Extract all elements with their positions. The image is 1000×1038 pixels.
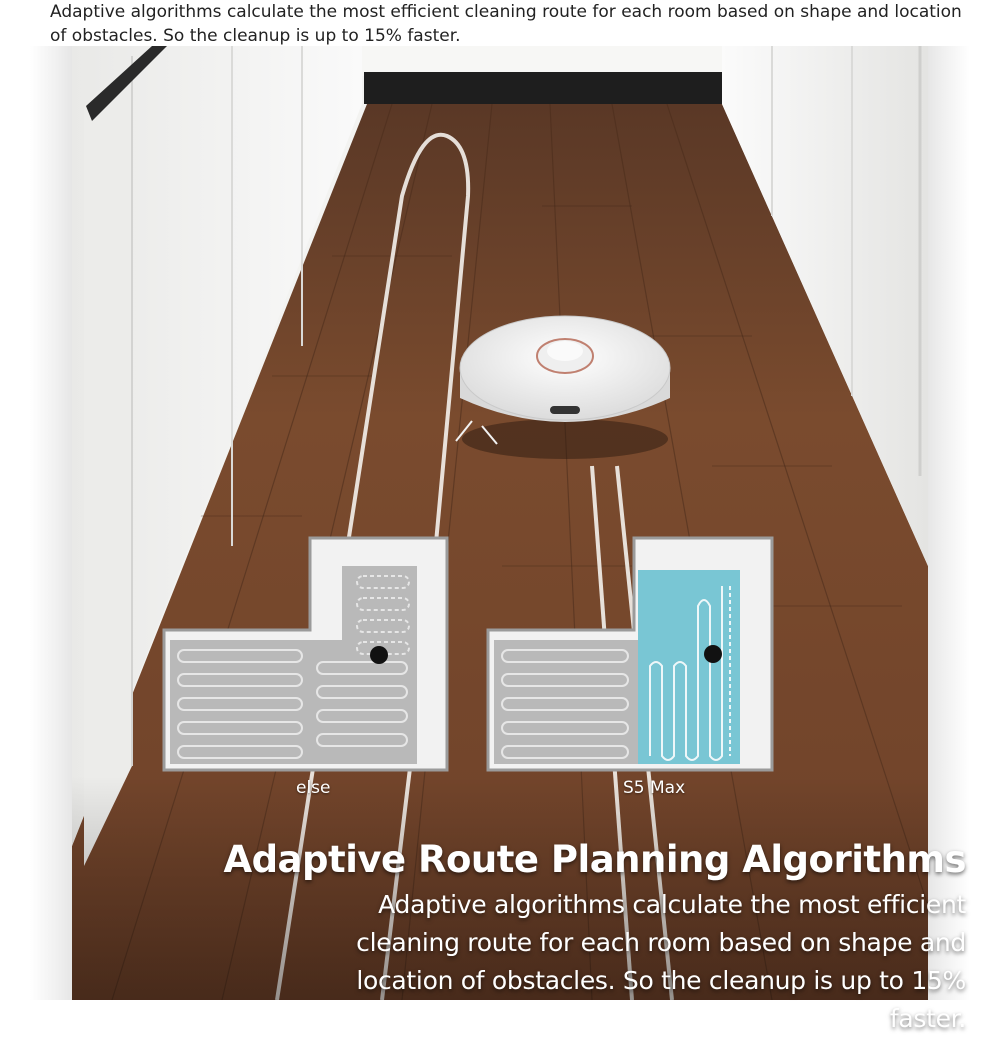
diagram-label-s5-max: S5 Max: [623, 778, 686, 798]
left-margin: [30, 46, 72, 1000]
diagram-label-else: else: [296, 778, 331, 798]
intro-paragraph: Adaptive algorithms calculate the most efficient cleaning route for each room based on shape and location of obstacles. So the cleanup is up to 15% faster.: [50, 2, 962, 46]
banner-headline: Adaptive Route Planning Algorithms: [223, 838, 966, 881]
banner-subtext: Adaptive algorithms calculate the most efficient cleaning route for each room based on shape and location of obstacles. So the cleanup is up to 15% faster.: [356, 890, 966, 1033]
